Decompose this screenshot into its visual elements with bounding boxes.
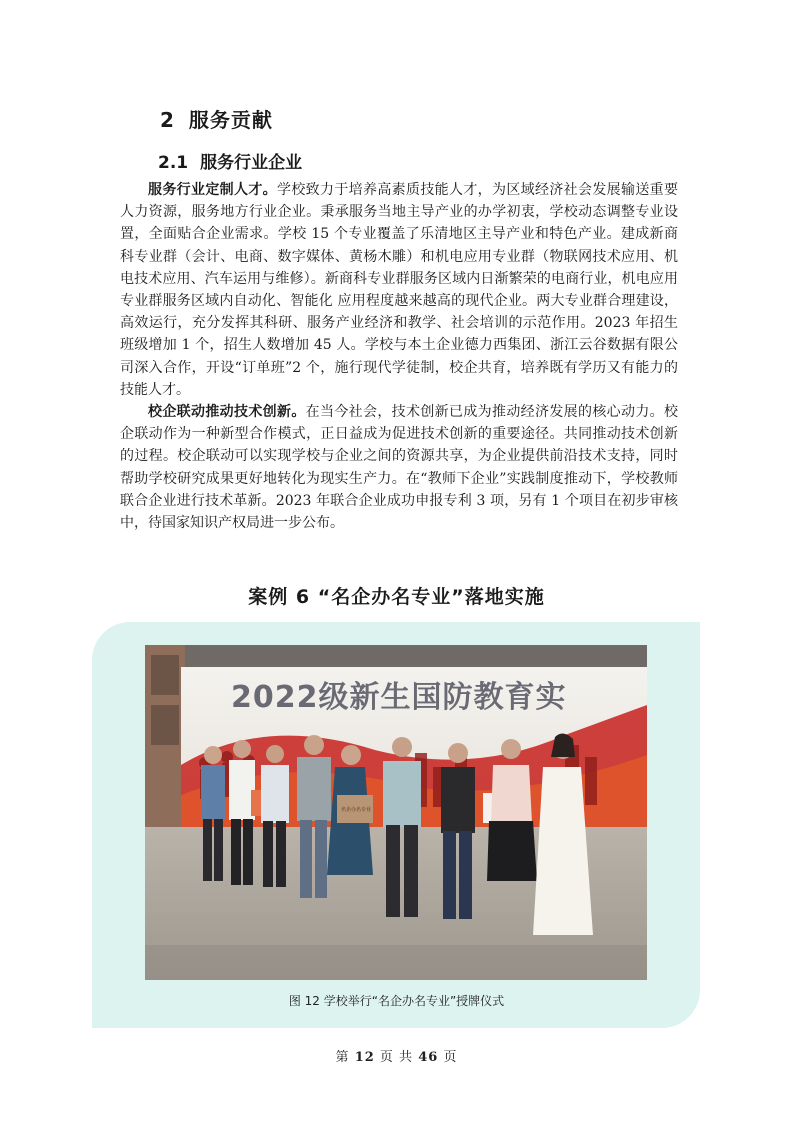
footer-middle: 页 共 xyxy=(379,1050,414,1065)
plaque-text: 名企办名专业 xyxy=(341,807,372,813)
section-heading xyxy=(160,104,273,133)
footer-prefix: 第 xyxy=(335,1050,350,1065)
subsection-title: 服务行业企业 xyxy=(200,153,303,173)
paragraph-lead: 服务行业定制人才。 xyxy=(148,182,277,198)
figure-caption: 图 12 学校举行“名企办名专业”授牌仪式 xyxy=(288,994,505,1008)
total-pages: 46 xyxy=(418,1050,439,1065)
paragraph-body: 在当今社会，技术创新已成为推动经济发展的核心动力。校企联动作为一种新型合作模式，正日益成为促进技术创新的重要途径。共同推动技术创新的过程。校企联动可以实现学校与企业之间的资源共享，为企业提供前沿技术支持，同时帮助学校研究成果更好地转化为现实生产力。在“教师下企业”实践制度推动下，学校教师联合企业进行技术革新。2023 年联合企业成功申报专利 3 项，另有 1 个项目在初步审核中，待国家知识产权局进一步公布。 xyxy=(120,404,679,532)
current-page: 12 xyxy=(354,1050,375,1065)
footer-suffix: 页 xyxy=(443,1050,458,1065)
section-number: 2 xyxy=(160,108,175,132)
paragraph-body: 学校致力于培养高素质技能人才，为区域经济社会发展输送重要人力资源，服务地方行业企业。秉承服务当地主导产业的办学初衷，学校动态调整专业设置，全面贴合企业需求。学校 15 个专业覆盖了乐清地区主导产业和特色产业。建成新商科专业群（会计、电商、数字媒体、黄杨木雕）和机电应用专业群（物联网技术应用、机电技术应用、汽车运用与维修）。新商科专业群服务区域内日渐繁荣的电商行业，机电应用专业群服务区域内自动化、智能化 应用程度越来越高的现代企业。两大专业群合理建设，高效运行，充分发挥其科研、服务产业经济和教学、社会培训的示范作用。2023 年招生班级增加 1 个，招生人数增加 45 人。学校与本土企业德力西集团、浙江云谷数据有限公司深入合作，开设“订单班”2 个，施行现代学徒制，校企共育，培养既有学历又有能力的技能人才。 xyxy=(120,182,678,398)
paragraph-talent xyxy=(120,179,678,401)
paragraph-lead: 校企联动推动技术创新。 xyxy=(148,404,306,420)
section-title: 服务贡献 xyxy=(188,108,273,132)
page-footer xyxy=(0,1046,793,1065)
subsection-number: 2.1 xyxy=(158,153,189,173)
banner-text: 2022级新生国防教育实 xyxy=(231,680,567,715)
ceremony-photo xyxy=(145,645,647,980)
subsection-heading xyxy=(158,148,302,173)
case-title: 案例 6 “名企办名专业”落地实施 xyxy=(248,586,545,608)
paragraph-innovation xyxy=(120,401,678,534)
